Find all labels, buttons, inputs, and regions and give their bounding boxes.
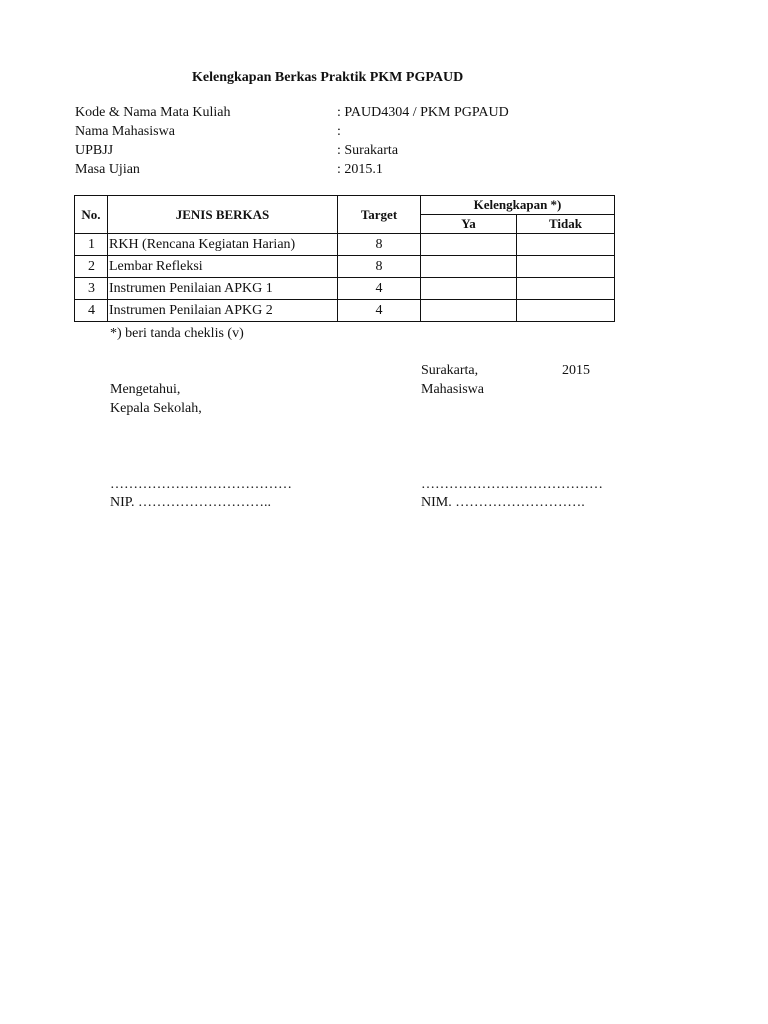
row-no: 4 <box>75 300 108 322</box>
header-ya: Ya <box>421 215 517 234</box>
row-tidak-cell[interactable] <box>517 256 615 278</box>
info-value-nama: : <box>337 124 341 139</box>
row-ya-cell[interactable] <box>421 256 517 278</box>
row-ya-cell[interactable] <box>421 278 517 300</box>
header-jenis-berkas: JENIS BERKAS <box>108 196 338 234</box>
row-jenis: Lembar Refleksi <box>108 256 338 278</box>
row-target: 8 <box>338 234 421 256</box>
info-value-upbjj: : Surakarta <box>337 143 399 158</box>
header-kelengkapan: Kelengkapan *) <box>421 196 615 215</box>
info-label-nama: Nama Mahasiswa <box>75 124 175 139</box>
signature-year: 2015 <box>562 363 590 378</box>
row-tidak-cell[interactable] <box>517 278 615 300</box>
header-no: No. <box>75 196 108 234</box>
row-tidak-cell[interactable] <box>517 234 615 256</box>
header-tidak: Tidak <box>517 215 615 234</box>
document-title: Kelengkapan Berkas Praktik PKM PGPAUD <box>192 70 464 85</box>
table-row <box>75 256 615 278</box>
info-row-masa <box>75 162 635 181</box>
info-value-masa: : 2015.1 <box>337 162 383 177</box>
signature-line-right: ………………………………… <box>421 477 603 492</box>
info-row-kode <box>75 105 635 124</box>
info-value-kode: : PAUD4304 / PKM PGPAUD <box>337 105 509 120</box>
row-jenis: Instrumen Penilaian APKG 1 <box>108 278 338 300</box>
nip-field: NIP. ……………………….. <box>110 495 272 510</box>
header-target: Target <box>338 196 421 234</box>
info-label-upbjj: UPBJJ <box>75 143 114 158</box>
row-no: 2 <box>75 256 108 278</box>
signature-kepala-sekolah: Kepala Sekolah, <box>110 401 202 416</box>
row-no: 3 <box>75 278 108 300</box>
nim-field: NIM. ………………………. <box>421 495 585 510</box>
table-row <box>75 234 615 256</box>
signature-mengetahui: Mengetahui, <box>110 382 181 397</box>
footnote: *) beri tanda cheklis (v) <box>110 326 244 341</box>
info-row-upbjj <box>75 143 635 162</box>
row-target: 4 <box>338 300 421 322</box>
info-row-nama <box>75 124 635 143</box>
row-jenis: Instrumen Penilaian APKG 2 <box>108 300 338 322</box>
info-label-kode: Kode & Nama Mata Kuliah <box>75 105 231 120</box>
row-jenis: RKH (Rencana Kegiatan Harian) <box>108 234 338 256</box>
row-ya-cell[interactable] <box>421 234 517 256</box>
signature-place: Surakarta, <box>421 363 479 378</box>
row-tidak-cell[interactable] <box>517 300 615 322</box>
table-row <box>75 278 615 300</box>
row-ya-cell[interactable] <box>421 300 517 322</box>
berkas-table <box>74 195 615 322</box>
table-header-row <box>75 196 615 215</box>
info-label-masa: Masa Ujian <box>75 162 140 177</box>
table-row <box>75 300 615 322</box>
row-target: 8 <box>338 256 421 278</box>
row-target: 4 <box>338 278 421 300</box>
signature-mahasiswa: Mahasiswa <box>421 382 484 397</box>
row-no: 1 <box>75 234 108 256</box>
signature-line-left: ………………………………… <box>110 477 292 492</box>
